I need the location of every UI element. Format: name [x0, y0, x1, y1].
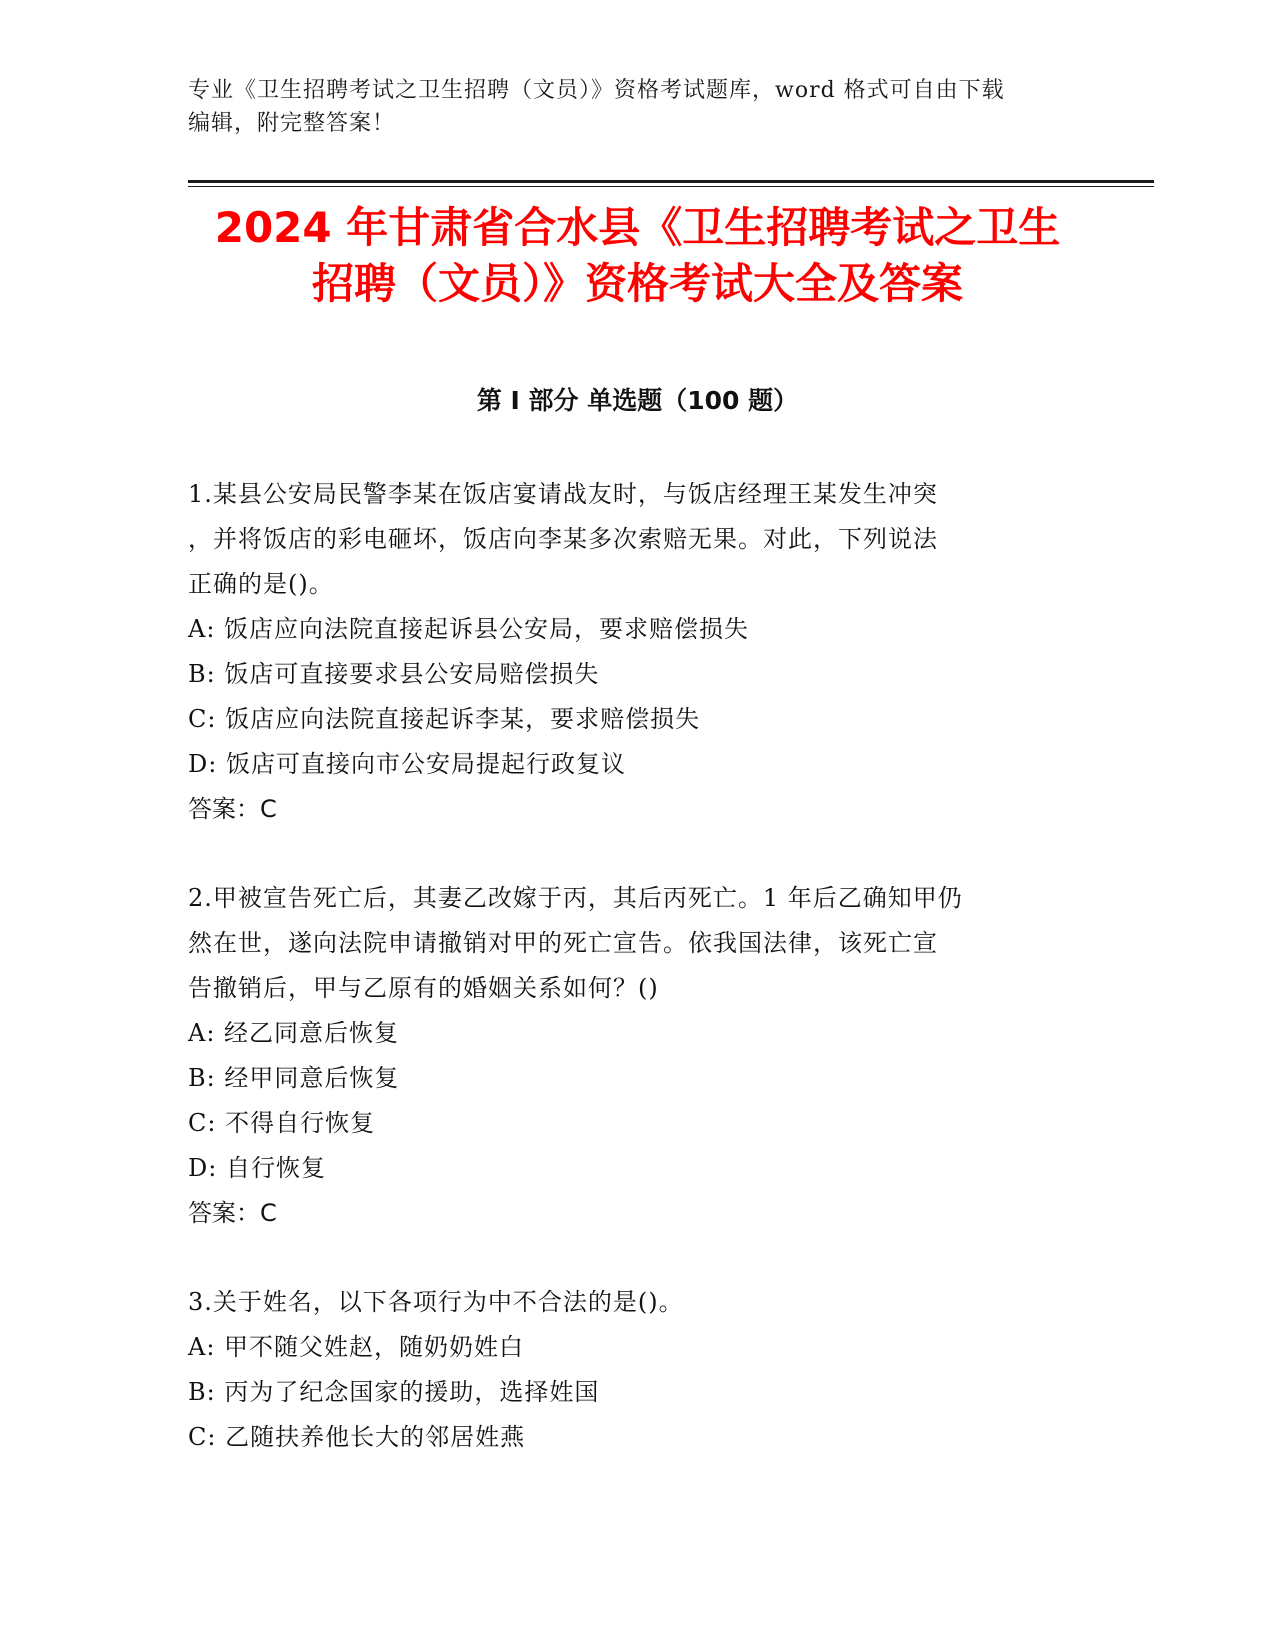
option-a: A: 经乙同意后恢复 — [188, 1019, 400, 1047]
header-note-line: 编辑，附完整答案！ — [188, 111, 396, 136]
header-note-line: 专业《卫生招聘考试之卫生招聘（文员）》资格考试题库，word 格式可自由下载 — [188, 78, 1005, 103]
question-text-line: 告撤销后，甲与乙原有的婚姻关系如何？() — [188, 974, 659, 1002]
question-text-line: 3.关于姓名，以下各项行为中不合法的是()。 — [188, 1288, 684, 1316]
document-title-line: 2024 年甘肃省合水县《卫生招聘考试之卫生 — [214, 203, 1061, 252]
option-b: B: 饭店可直接要求县公安局赔偿损失 — [188, 660, 600, 688]
document-title — [150, 200, 1125, 312]
option-d: D: 饭店可直接向市公安局提起行政复议 — [188, 750, 626, 778]
question-text-line: 然在世，遂向法院申请撤销对甲的死亡宣告。依我国法律，该死亡宣 — [188, 929, 938, 957]
question-2 — [188, 876, 1088, 1236]
question-text-line: 2.甲被宣告死亡后，其妻乙改嫁于丙，其后丙死亡。1 年后乙确知甲仍 — [188, 884, 963, 912]
answer: 答案：C — [188, 795, 277, 823]
question-text-line: 正确的是()。 — [188, 570, 334, 598]
header-divider — [188, 180, 1154, 183]
option-c: C: 不得自行恢复 — [188, 1109, 376, 1137]
option-a: A: 饭店应向法院直接起诉县公安局，要求赔偿损失 — [188, 615, 750, 643]
question-list — [188, 472, 1088, 1504]
option-c: C: 饭店应向法院直接起诉李某，要求赔偿损失 — [188, 705, 701, 733]
answer: 答案：C — [188, 1199, 277, 1227]
option-b: B: 经甲同意后恢复 — [188, 1064, 400, 1092]
option-c: C: 乙随扶养他长大的邻居姓燕 — [188, 1423, 526, 1451]
header-divider-thin — [188, 186, 1154, 187]
question-1 — [188, 472, 1088, 832]
document-title-line: 招聘（文员）》资格考试大全及答案 — [311, 259, 963, 308]
option-d: D: 自行恢复 — [188, 1154, 326, 1182]
question-text-line: 1.某县公安局民警李某在饭店宴请战友时，与饭店经理王某发生冲突 — [188, 480, 938, 508]
section-heading: 第 I 部分 单选题（100 题） — [476, 386, 799, 415]
header-note — [188, 74, 1088, 140]
question-text-line: ，并将饭店的彩电砸坏，饭店向李某多次索赔无果。对此，下列说法 — [188, 525, 938, 553]
option-a: A: 甲不随父姓赵，随奶奶姓白 — [188, 1333, 525, 1361]
question-3 — [188, 1280, 1088, 1460]
option-b: B: 丙为了纪念国家的援助，选择姓国 — [188, 1378, 600, 1406]
